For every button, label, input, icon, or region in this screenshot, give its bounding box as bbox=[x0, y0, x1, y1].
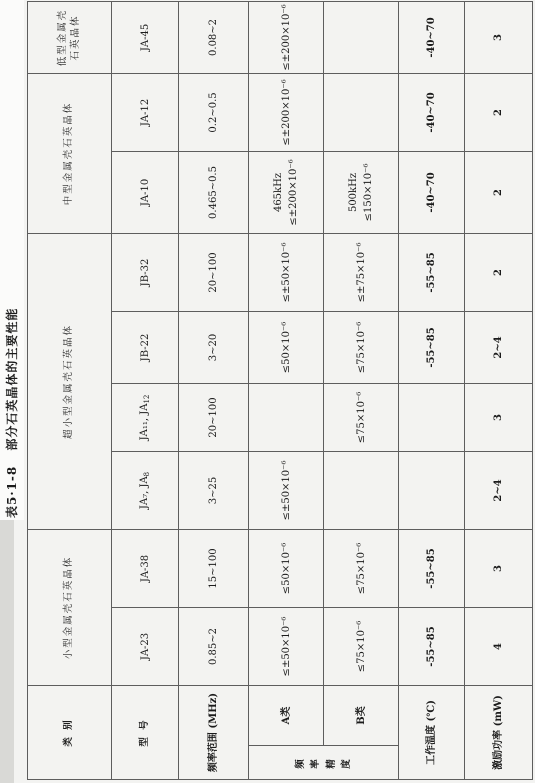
model-cell: JA-38 bbox=[112, 529, 179, 607]
model-cell bbox=[112, 451, 179, 529]
class-a-cell: ≤±50×10⁻⁶ bbox=[249, 451, 324, 529]
category-medium: 中型金属壳石英晶体 bbox=[28, 73, 112, 233]
category-low-profile: 低型金属壳石英晶体 bbox=[28, 1, 112, 73]
class-b-cell: ≤75×10⁻⁶ bbox=[324, 311, 399, 383]
label-class-a: A类 bbox=[249, 686, 324, 746]
class-a-cell: ≤±200×10⁻⁶ bbox=[249, 1, 324, 73]
stability-char: 度 bbox=[340, 756, 352, 769]
model-cell: JB-32 bbox=[112, 233, 179, 311]
label-model: 型 号 bbox=[112, 686, 179, 780]
class-b-cell: ≤75×10⁻⁶ bbox=[324, 608, 399, 686]
model-text: JA₇, JA bbox=[138, 476, 150, 510]
class-b-cell: ≤75×10⁻⁶ bbox=[324, 529, 399, 607]
freq-cell: 0.85~2 bbox=[179, 608, 249, 686]
class-a-cell: ≤±50×10⁻⁶ bbox=[249, 233, 324, 311]
temp-cell bbox=[399, 383, 465, 451]
model-cell: JA-23 bbox=[112, 608, 179, 686]
model-subscript: 12 bbox=[142, 394, 151, 404]
temp-cell: -55~85 bbox=[399, 233, 465, 311]
class-a-cell: ≤±200×10⁻⁶ bbox=[249, 73, 324, 151]
label-drive-power: 激励功率 (mW) bbox=[465, 686, 533, 780]
power-cell: 4 bbox=[465, 608, 533, 686]
table-row-temperature bbox=[399, 1, 465, 779]
model-cell: JA-10 bbox=[112, 151, 179, 233]
model-text: JA₁₁, JA bbox=[138, 403, 150, 441]
model-cell: JA-45 bbox=[112, 1, 179, 73]
class-b-cell bbox=[324, 151, 399, 233]
table-row-category bbox=[28, 1, 112, 779]
class-a-cell bbox=[249, 151, 324, 233]
temp-cell: -55~85 bbox=[399, 529, 465, 607]
table-row-class-a bbox=[249, 1, 324, 779]
class-a-cell: ≤50×10⁻⁶ bbox=[249, 311, 324, 383]
model-cell bbox=[112, 383, 179, 451]
model-cell: JA-12 bbox=[112, 73, 179, 151]
category-subminiature: 超小型金属壳石英晶体 bbox=[28, 233, 112, 529]
power-cell: 2 bbox=[465, 151, 533, 233]
table-row-model bbox=[112, 1, 179, 779]
temp-cell: -55~85 bbox=[399, 608, 465, 686]
stability-char: 率 bbox=[310, 756, 322, 769]
freq-cell: 3~20 bbox=[179, 311, 249, 383]
power-cell: 2 bbox=[465, 73, 533, 151]
table-row-frequency bbox=[179, 1, 249, 779]
class-b-cell bbox=[324, 73, 399, 151]
power-cell: 2~4 bbox=[465, 311, 533, 383]
stability-char: 精 bbox=[325, 756, 337, 769]
class-a-freq: 465kHz bbox=[273, 172, 284, 213]
label-stability-group bbox=[249, 746, 399, 780]
label-category: 类 别 bbox=[28, 686, 112, 780]
freq-cell: 3~25 bbox=[179, 451, 249, 529]
class-b-cell bbox=[324, 451, 399, 529]
freq-cell: 0.2~0.5 bbox=[179, 73, 249, 151]
temp-cell: -40~70 bbox=[399, 73, 465, 151]
category-small: 小型金属壳石英晶体 bbox=[28, 529, 112, 685]
power-cell: 2~4 bbox=[465, 451, 533, 529]
freq-cell: 15~100 bbox=[179, 529, 249, 607]
label-class-b: B类 bbox=[324, 686, 399, 746]
temp-cell: -40~70 bbox=[399, 151, 465, 233]
power-cell: 2 bbox=[465, 233, 533, 311]
class-b-cell bbox=[324, 1, 399, 73]
table-row-drive-power bbox=[465, 1, 533, 779]
model-subscript: 8 bbox=[142, 471, 151, 477]
class-b-freq: 500kHz bbox=[348, 172, 359, 213]
label-freq-range: 频率范围 (MHz) bbox=[179, 686, 249, 780]
class-b-tolerance: ≤150×10⁻⁶ bbox=[363, 163, 374, 222]
power-cell: 3 bbox=[465, 383, 533, 451]
temp-cell: -55~85 bbox=[399, 311, 465, 383]
temp-cell bbox=[399, 451, 465, 529]
quartz-crystal-table bbox=[27, 1, 533, 780]
label-temperature: 工作温度 (℃) bbox=[399, 686, 465, 780]
class-a-cell bbox=[249, 383, 324, 451]
class-a-cell: ≤±50×10⁻⁶ bbox=[249, 608, 324, 686]
freq-cell: 20~100 bbox=[179, 383, 249, 451]
stability-char: 频 bbox=[295, 756, 307, 769]
power-cell: 3 bbox=[465, 1, 533, 73]
freq-cell: 20~100 bbox=[179, 233, 249, 311]
table-row-class-b bbox=[324, 1, 399, 779]
class-b-cell: ≤75×10⁻⁶ bbox=[324, 383, 399, 451]
power-cell: 3 bbox=[465, 529, 533, 607]
table-caption bbox=[3, 308, 20, 518]
temp-cell: -40~70 bbox=[399, 1, 465, 73]
class-a-cell: ≤50×10⁻⁶ bbox=[249, 529, 324, 607]
freq-cell: 0.465~0.5 bbox=[179, 151, 249, 233]
freq-cell: 0.08~2 bbox=[179, 1, 249, 73]
class-b-cell: ≤±75×10⁻⁶ bbox=[324, 233, 399, 311]
model-cell: JB-22 bbox=[112, 311, 179, 383]
caption-number: 表5·1-8 bbox=[5, 465, 19, 518]
caption-title: 部分石英晶体的主要性能 bbox=[5, 307, 19, 451]
class-a-tolerance: ≤±200×10⁻⁶ bbox=[288, 159, 299, 226]
